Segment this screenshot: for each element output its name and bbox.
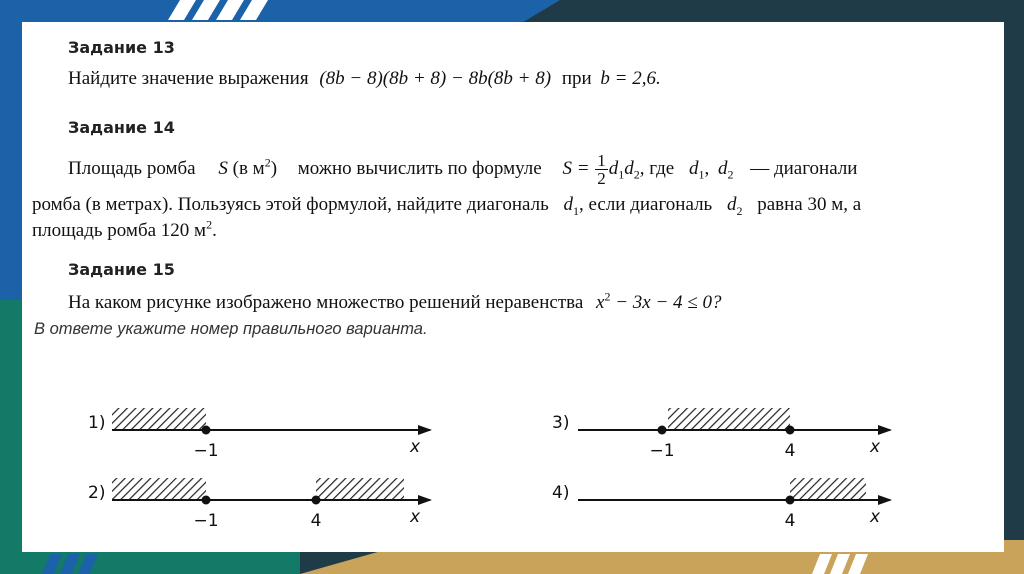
point-label: −1 bbox=[649, 441, 675, 461]
number-line-option-2 bbox=[88, 478, 430, 531]
task14-line1: Площадь ромба S (в $м^2$) можно вычислить по формуле S = $\frac{1}{2}$ $d_1d_2$, где $d_1$, $d_2$ — диагонали bbox=[68, 151, 858, 188]
task15-question: На каком рисунке изображено множество решений неравенства $x^2 - 3x - 4 \le 0$? bbox=[68, 289, 722, 313]
number-line-option-3 bbox=[552, 408, 890, 461]
task14-heading: Задание 14 bbox=[68, 118, 175, 137]
point-label: 4 bbox=[784, 441, 796, 461]
shaded-region bbox=[112, 478, 206, 500]
task14-line3: площадь ромба 120 $м^2$. bbox=[32, 217, 217, 241]
fraction-one-half: $\frac{1}{2}$ bbox=[597, 151, 606, 188]
number-line-option-4 bbox=[552, 478, 890, 531]
formula: S = bbox=[562, 157, 590, 179]
point-label: 4 bbox=[310, 511, 322, 531]
point-marker bbox=[202, 426, 211, 435]
point-marker bbox=[786, 426, 795, 435]
point-marker bbox=[202, 496, 211, 505]
task13-heading: Задание 13 bbox=[68, 38, 175, 57]
option-label: 2) bbox=[88, 483, 106, 503]
point-label: −1 bbox=[193, 511, 219, 531]
task15-note: В ответе укажите номер правильного варианта. bbox=[34, 320, 428, 338]
task13-condition: b = 2,6. bbox=[600, 68, 661, 89]
shaded-region bbox=[112, 408, 206, 430]
point-marker bbox=[312, 496, 321, 505]
axis-label: x bbox=[410, 507, 421, 527]
axis-label: x bbox=[410, 437, 421, 457]
task13-expression: (8b − 8)(8b + 8) − 8b(8b + 8) bbox=[319, 68, 552, 89]
point-label: −1 bbox=[193, 441, 219, 461]
task13-text: Найдите значение выражения (8b − 8)(8b + 8) − 8b(8b + 8) при b = 2,6. bbox=[68, 68, 661, 89]
shaded-region bbox=[316, 478, 404, 500]
shaded-region bbox=[668, 408, 790, 430]
point-label: 4 bbox=[784, 511, 796, 531]
number-line-option-1 bbox=[88, 408, 430, 461]
point-marker bbox=[658, 426, 667, 435]
shaded-region bbox=[790, 478, 866, 500]
option-label: 4) bbox=[552, 483, 570, 503]
axis-label: x bbox=[870, 437, 881, 457]
option-label: 3) bbox=[552, 413, 570, 433]
axis-label: x bbox=[870, 507, 881, 527]
task14-line2: ромба (в метрах). Пользуясь этой формулой, найдите диагональ $d_1$, если диагональ $d_2$ равна 30 м, а bbox=[32, 194, 862, 218]
task15-heading: Задание 15 bbox=[68, 260, 175, 279]
option-label: 1) bbox=[88, 413, 106, 433]
point-marker bbox=[786, 496, 795, 505]
